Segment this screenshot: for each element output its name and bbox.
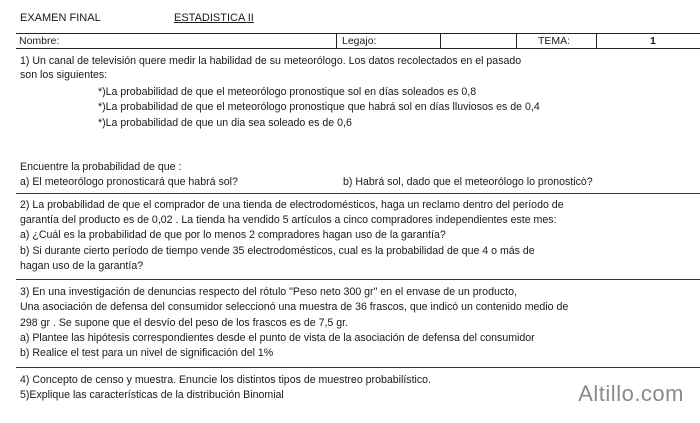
q3-line3: 298 gr . Se supone que el desvío del peso de los frascos es de 7,5 gr. [20, 317, 349, 329]
tema-label: TEMA: [538, 35, 571, 47]
q1-part-b: b) Habrá sol, dado que el meteorólogo lo pronosticò? [343, 176, 593, 188]
subject-title: ESTADISTICA II [174, 12, 254, 24]
q1-ask: Encuentre la probabilidad de que : [20, 161, 182, 173]
q1-intro-line2: son los siguientes: [20, 69, 108, 81]
q1-part-a: a) El meteorólogo pronosticará que habrá sol? [20, 176, 238, 188]
q2-line2: garantía del producto es de 0,02 . La tienda ha vendido 5 artículos a cinco compradores independientes este mes: [20, 214, 557, 226]
q1-item-3: *)La probabilidad de que un dia sea soleado es de 0,6 [98, 117, 352, 129]
cell-divider [516, 34, 517, 48]
exam-label: EXAMEN FINAL [20, 12, 101, 24]
q3-line1: 3) En una investigación de denuncias respecto del rótulo "Peso neto 300 gr" en el envase de un producto, [20, 286, 517, 298]
q2-line5: hagan uso de la garantía? [20, 260, 144, 272]
legajo-label: Legajo: [342, 35, 377, 47]
watermark: Altillo.com [578, 381, 684, 406]
q2-line1: 2) La probabilidad de que el comprador de una tienda de electrodomésticos, haga un reclamo dentro del período de [20, 199, 564, 211]
cell-divider [440, 34, 441, 48]
tema-value: 1 [650, 35, 656, 47]
q4-line1: 4) Concepto de censo y muestra. Enuncie los distintos tipos de muestreo probabilístico. [20, 374, 432, 386]
cell-divider [596, 34, 597, 48]
q2-line4: b) Si durante cierto período de tiempo vende 35 electrodomésticos, cual es la probabilidad de que 4 o más de [20, 245, 535, 257]
q3-line4: a) Plantee las hipótesis correspondientes desde el punto de vista de la asociación de defensa del consumidor [20, 332, 535, 344]
q3-line5: b) Realice el test para un nivel de significación del 1% [20, 347, 274, 359]
q3-line2: Una asociación de defensa del consumidor seleccionó una muestra de 36 frascos, que indicó un contenido medio de [20, 301, 569, 313]
student-info-row [16, 34, 700, 49]
q1-item-1: *)La probabilidad de que el meteorólogo pronostique sol en días soleados es 0,8 [98, 86, 477, 98]
q2-line3: a) ¿Cuál es la probabilidad de que por lo menos 2 compradores hagan uso de la garantía? [20, 229, 446, 241]
cell-divider [336, 34, 337, 48]
section-divider [16, 279, 700, 280]
q1-item-2: *)La probabilidad de que el meteorólogo pronostique que habrá sol en días lluviosos es de 0,4 [98, 101, 540, 113]
exam-header [18, 10, 700, 34]
nombre-label: Nombre: [19, 35, 60, 47]
q5-line1: 5)Explique las características de la distribución Binomial [20, 389, 284, 401]
section-divider [16, 367, 700, 368]
section-divider [16, 193, 700, 194]
q1-intro-line1: 1) Un canal de televisión quere medir la habilidad de su meteorólogo. Los datos recolectados en el pasado [20, 55, 522, 67]
